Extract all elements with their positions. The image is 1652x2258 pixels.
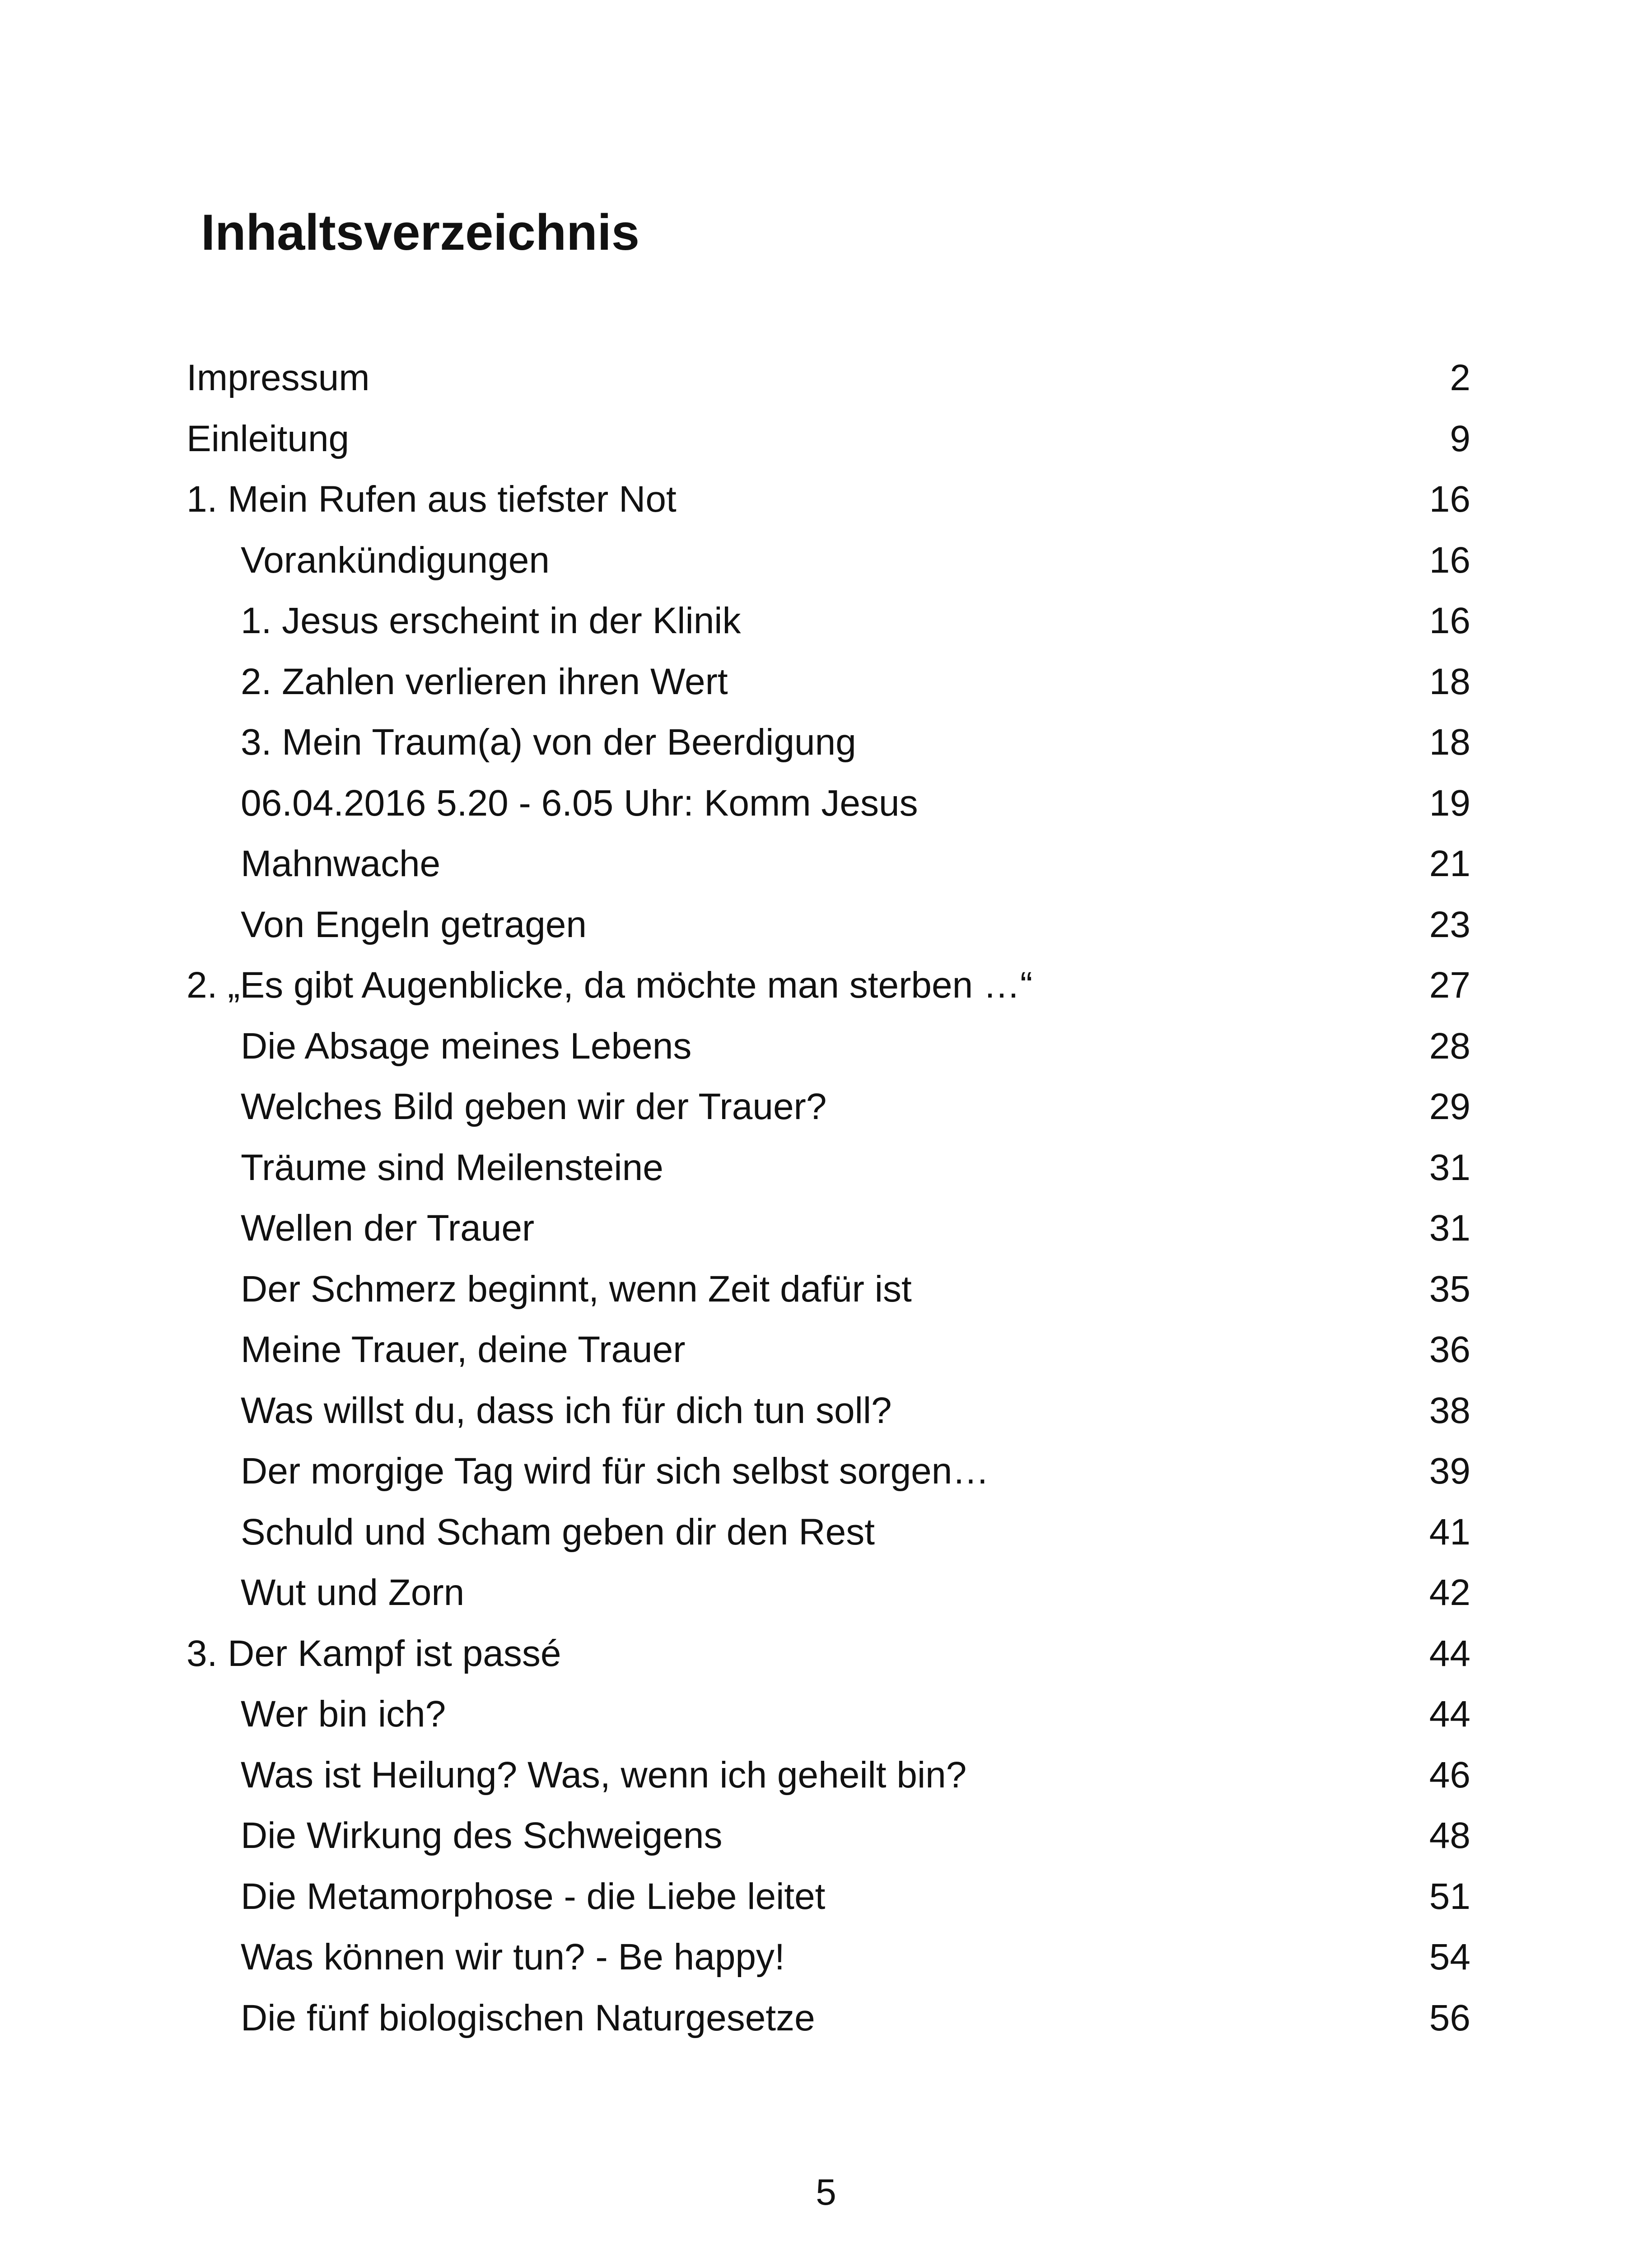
toc-entry-label: Mahnwache (241, 843, 441, 884)
toc-subentry (187, 1381, 1470, 1442)
toc-chapter (187, 1624, 1470, 1684)
toc-entry-page: 41 (1429, 1511, 1470, 1553)
toc-entry-page: 18 (1429, 722, 1470, 763)
toc-subentry (187, 1988, 1470, 2049)
toc-entry-page: 16 (1429, 539, 1470, 581)
toc-entry-label: Welches Bild geben wir der Trauer? (241, 1086, 827, 1127)
toc-subentry (187, 1441, 1470, 1502)
toc-entry-label: Der Schmerz beginnt, wenn Zeit dafür ist (241, 1268, 912, 1310)
toc-entry-label: 3. Mein Traum(a) von der Beerdigung (241, 722, 856, 763)
toc-entry-label: Wut und Zorn (241, 1572, 465, 1613)
toc-subentry (187, 712, 1470, 773)
toc-chapter (187, 469, 1470, 530)
toc-entry-page: 2 (1450, 357, 1470, 398)
toc-entry-page: 38 (1429, 1390, 1470, 1431)
toc-entry-page: 44 (1429, 1633, 1470, 1674)
toc-entry-page: 19 (1429, 782, 1470, 824)
toc-entry-page: 16 (1429, 600, 1470, 641)
toc-entry (187, 348, 1470, 409)
page-title: Inhaltsverzeichnis (201, 204, 640, 261)
toc-entry-label: Was willst du, dass ich für dich tun soll? (241, 1390, 892, 1431)
toc-entry-page: 29 (1429, 1086, 1470, 1127)
toc-entry-page: 36 (1429, 1329, 1470, 1370)
toc-entry-page: 27 (1429, 965, 1470, 1006)
toc-entry-label: 1. Jesus erscheint in der Klinik (241, 600, 741, 641)
toc-entry-label: Was ist Heilung? Was, wenn ich geheilt bin? (241, 1754, 967, 1796)
toc-subentry (187, 1745, 1470, 1806)
toc-subentry (187, 834, 1470, 895)
toc-entry-label: Was können wir tun? - Be happy! (241, 1936, 785, 1978)
toc-subentry (187, 1198, 1470, 1259)
toc-entry-page: 28 (1429, 1025, 1470, 1067)
toc-entry-page: 31 (1429, 1208, 1470, 1249)
toc-entry (187, 409, 1470, 470)
toc-entry-label: 2. „Es gibt Augenblicke, da möchte man sterben …“ (187, 965, 1033, 1006)
toc-entry-page: 16 (1429, 479, 1470, 520)
toc-entry-page: 44 (1429, 1694, 1470, 1735)
toc-entry-page: 39 (1429, 1451, 1470, 1492)
toc-subentry (187, 1320, 1470, 1381)
toc-entry-label: Meine Trauer, deine Trauer (241, 1329, 686, 1370)
toc-subentry (187, 1805, 1470, 1866)
toc-entry-page: 35 (1429, 1268, 1470, 1310)
toc-subentry (187, 773, 1470, 834)
toc-subentry (187, 1563, 1470, 1624)
toc-entry-label: Vorankündigungen (241, 539, 550, 581)
toc-entry-label: Die fünf biologischen Naturgesetze (241, 1997, 815, 2039)
toc-subentry (187, 591, 1470, 652)
toc-entry-label: Der morgige Tag wird für sich selbst sorgen… (241, 1451, 989, 1492)
toc-entry-label: Impressum (187, 357, 370, 398)
toc-entry-label: Schuld und Scham geben dir den Rest (241, 1511, 875, 1553)
toc-entry-label: 1. Mein Rufen aus tiefster Not (187, 479, 677, 520)
toc-entry-page: 31 (1429, 1147, 1470, 1188)
toc-entry-label: 3. Der Kampf ist passé (187, 1633, 561, 1674)
toc-entry-page: 48 (1429, 1815, 1470, 1856)
toc-entry-page: 56 (1429, 1997, 1470, 2039)
toc-subentry (187, 1259, 1470, 1320)
toc-entry-label: Wer bin ich? (241, 1694, 446, 1735)
toc-entry-label: Von Engeln getragen (241, 904, 587, 945)
toc-subentry (187, 1138, 1470, 1199)
toc-entry-page: 9 (1450, 418, 1470, 459)
toc-subentry (187, 652, 1470, 713)
toc-chapter (187, 955, 1470, 1016)
toc-subentry (187, 530, 1470, 591)
toc-entry-page: 18 (1429, 661, 1470, 702)
toc-entry-label: Einleitung (187, 418, 350, 459)
toc-subentry (187, 1866, 1470, 1927)
toc-subentry (187, 895, 1470, 956)
toc-entry-page: 21 (1429, 843, 1470, 884)
toc-entry-page: 42 (1429, 1572, 1470, 1613)
toc-entry-page: 23 (1429, 904, 1470, 945)
toc-entry-label: Träume sind Meilensteine (241, 1147, 663, 1188)
toc-entry-label: Die Metamorphose - die Liebe leitet (241, 1875, 826, 1917)
table-of-contents (187, 348, 1470, 2048)
toc-entry-label: 06.04.2016 5.20 - 6.05 Uhr: Komm Jesus (241, 782, 918, 824)
toc-subentry (187, 1927, 1470, 1988)
toc-entry-page: 51 (1429, 1875, 1470, 1917)
toc-entry-page: 54 (1429, 1936, 1470, 1978)
toc-entry-label: Die Absage meines Lebens (241, 1025, 692, 1067)
toc-subentry (187, 1077, 1470, 1138)
toc-subentry (187, 1502, 1470, 1563)
toc-entry-label: 2. Zahlen verlieren ihren Wert (241, 661, 728, 702)
toc-subentry (187, 1016, 1470, 1077)
toc-entry-label: Wellen der Trauer (241, 1208, 535, 1249)
toc-entry-label: Die Wirkung des Schweigens (241, 1815, 723, 1856)
page-number: 5 (816, 2172, 836, 2213)
toc-subentry (187, 1684, 1470, 1745)
toc-entry-page: 46 (1429, 1754, 1470, 1796)
